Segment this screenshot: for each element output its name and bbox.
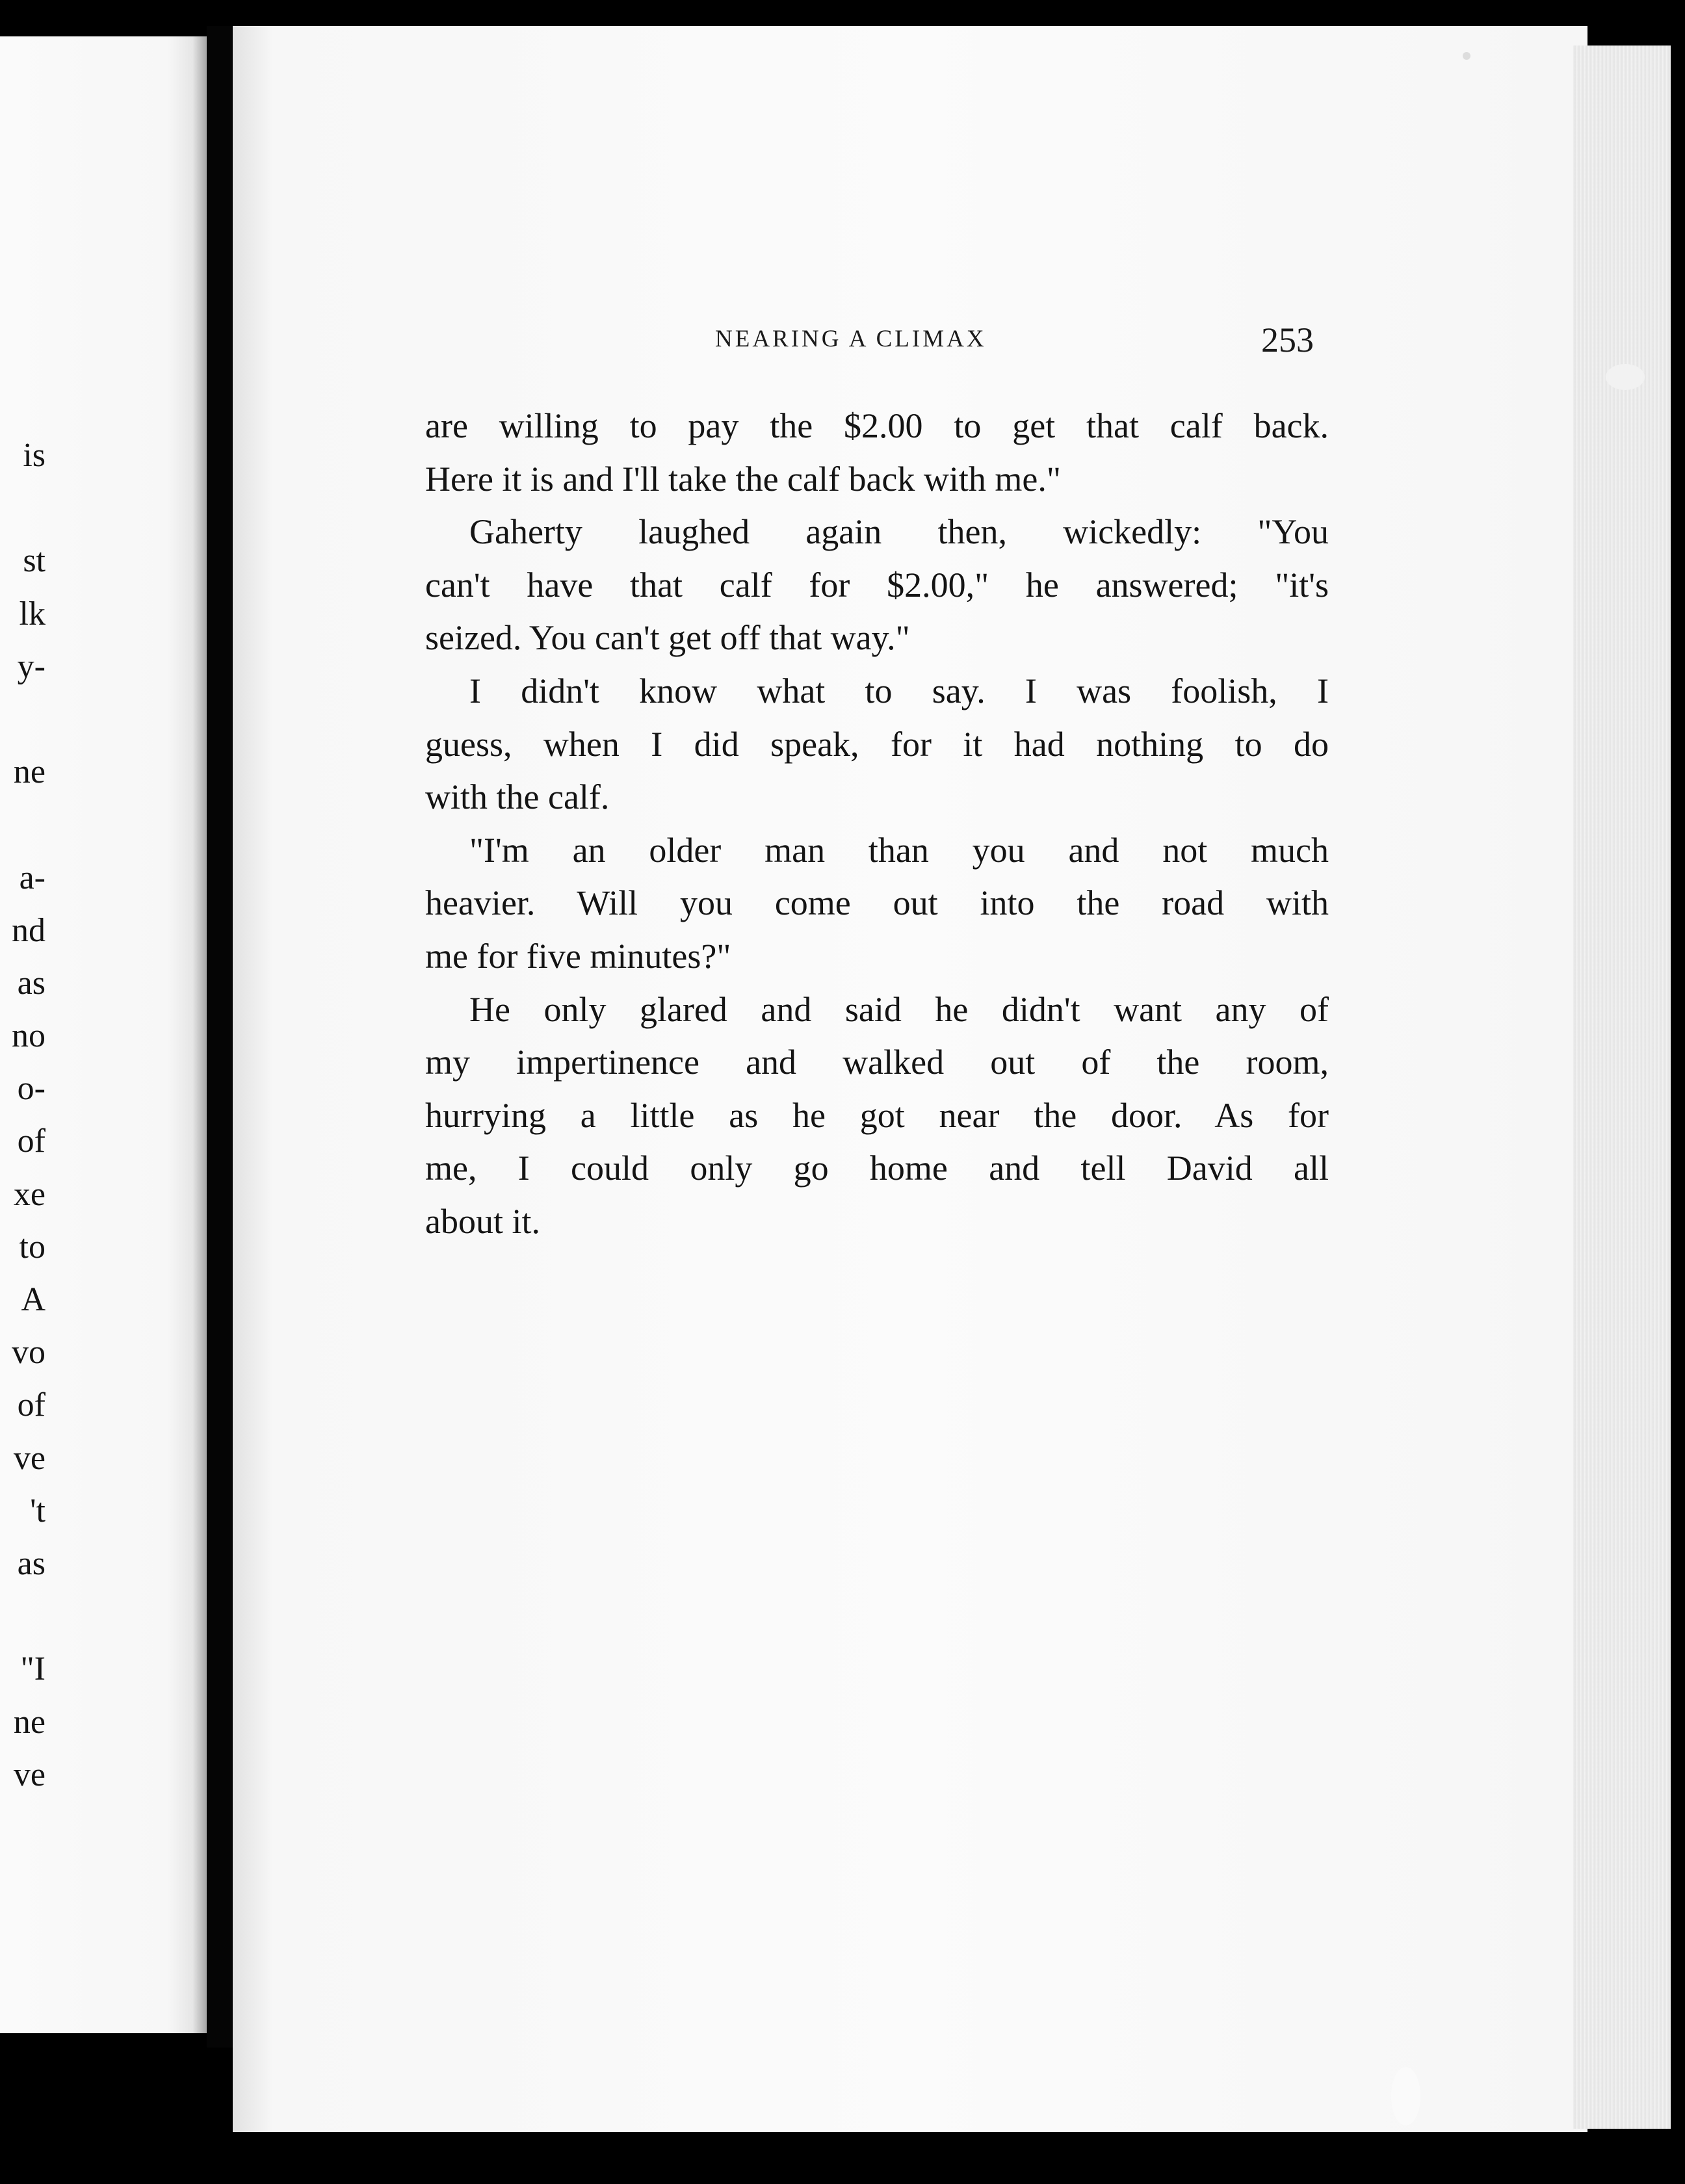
scan-speck (1391, 2067, 1420, 2126)
left-fragment: st (23, 542, 46, 580)
running-head: NEARING A CLIMAX (715, 326, 987, 352)
left-fragment: a- (19, 859, 46, 896)
left-fragment (0, 693, 46, 746)
left-fragment: o- (17, 1070, 46, 1108)
scan-speck (1606, 364, 1645, 390)
text-line: He only glared and said he didn't want any of (469, 989, 1329, 1029)
text-line: hurrying a little as he got near the door. As for (425, 1095, 1329, 1135)
text-line: seized. You can't get off that way." (425, 618, 910, 658)
left-fragment: of (17, 1123, 46, 1160)
text-line: with the calf. (425, 777, 610, 817)
left-fragment: ne (13, 753, 46, 791)
left-fragment: lk (19, 595, 46, 632)
text-line: I didn't know what to say. I was foolish, I (469, 671, 1329, 710)
left-page-text-fragments (0, 429, 46, 1801)
left-fragment: y- (17, 647, 46, 685)
text-line: can't have that calf for $2.00," he answered; "it's (425, 565, 1329, 604)
body-text (425, 400, 1329, 1249)
text-line: Here it is and I'll take the calf back with me." (425, 459, 1061, 499)
left-fragment: of (17, 1386, 46, 1424)
text-line: Gaherty laughed again then, wickedly: "You (469, 512, 1329, 552)
left-fragment: ve (13, 1439, 46, 1477)
left-fragment: 't (30, 1492, 46, 1529)
scan-speck (1463, 52, 1470, 60)
text-line: guess, when I did speak, for it had nothing to do (425, 724, 1329, 764)
left-fragment: xe (13, 1175, 46, 1213)
text-line: heavier. Will you come out into the road with (425, 883, 1329, 923)
text-line: are willing to pay the $2.00 to get that calf back. (425, 406, 1329, 445)
left-fragment: is (23, 437, 46, 474)
left-fragment (0, 482, 46, 534)
text-line: me, I could only go home and tell David all (425, 1149, 1329, 1188)
left-fragment: no (12, 1017, 46, 1055)
text-line: about it. (425, 1201, 540, 1241)
left-fragment: to (19, 1228, 46, 1266)
left-fragment: as (17, 964, 46, 1002)
left-fragment: nd (12, 911, 46, 949)
text-line: my impertinence and walked out of the room, (425, 1043, 1329, 1082)
left-fragment: ne (13, 1703, 46, 1741)
left-fragment (0, 798, 46, 851)
left-fragment: A (21, 1281, 46, 1318)
page-number: 253 (1261, 320, 1314, 359)
left-fragment: vo (12, 1334, 46, 1372)
text-line: me for five minutes?" (425, 936, 731, 976)
left-fragment (0, 1590, 46, 1643)
book-gutter (207, 26, 233, 2048)
left-fragment: as (17, 1544, 46, 1582)
left-fragment: ve (13, 1756, 46, 1793)
page-edges (1573, 46, 1671, 2129)
left-fragment: "I (20, 1650, 46, 1688)
text-line: "I'm an older man than you and not much (469, 830, 1329, 870)
